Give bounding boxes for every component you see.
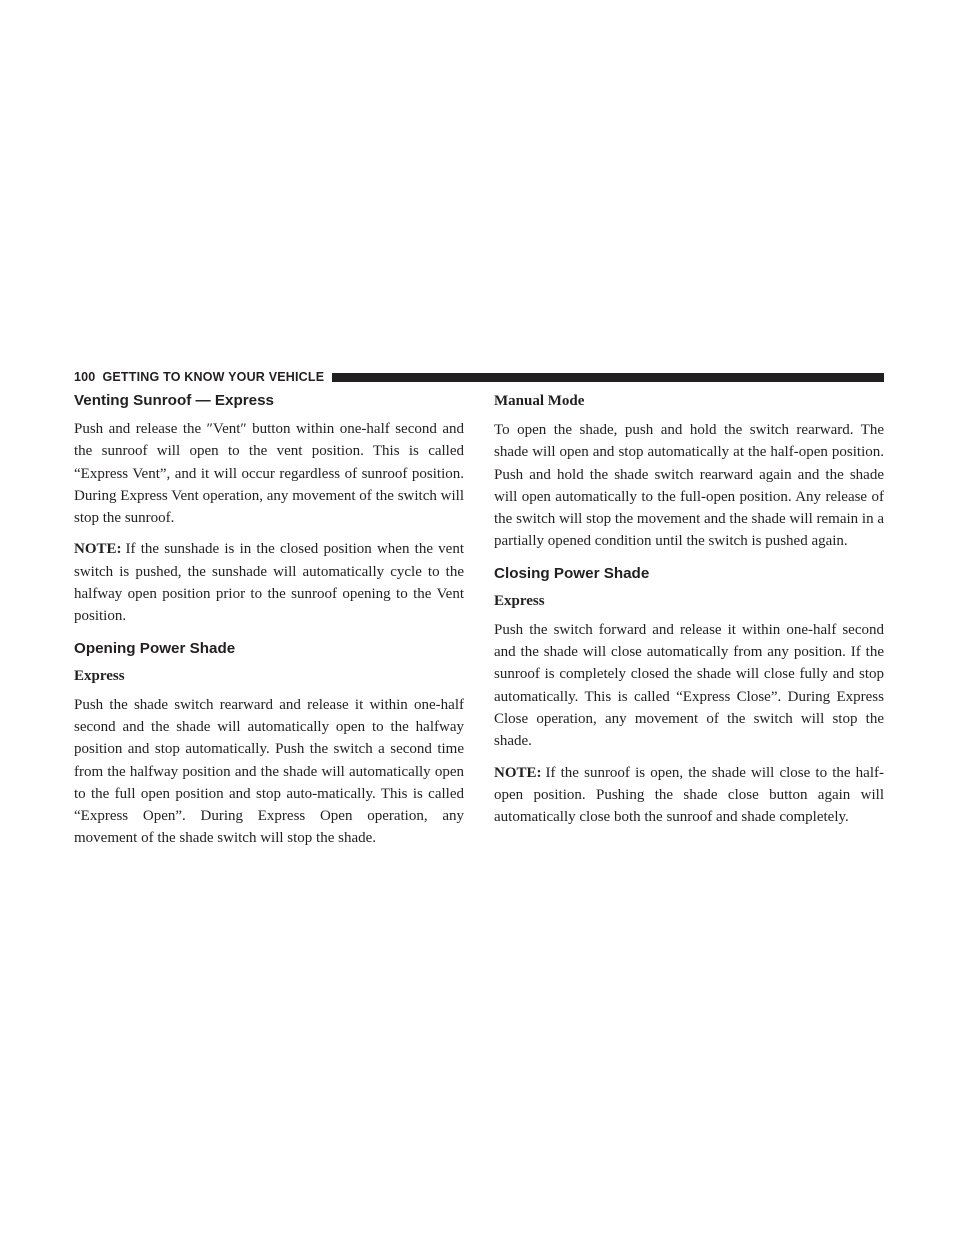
paragraph-opening-express: Push the shade switch rearward and release it within one-half second and the shade will automatically open to the halfway position and stop automatically. Push the switch a second time from the halfway position and the shade will automatically open to the full open position and stop auto-matically. This is called “Express Open”. During Express Open operation, any movement of the shade switch will stop the shade. (74, 696, 464, 847)
subheading-manual-mode: Manual Mode (494, 393, 585, 409)
heading-closing-power-shade: Closing Power Shade (494, 564, 650, 582)
heading-opening-power-shade: Opening Power Shade (74, 639, 236, 657)
left-column (74, 391, 464, 859)
note-closing (494, 762, 884, 829)
note-text: If the sunroof is open, the shade will close to the half-open position. Pushing the shade close button again will automatically close both the sunroof and shade completely. (494, 764, 884, 826)
section-title: GETTING TO KNOW YOUR VEHICLE (102, 370, 325, 384)
page-number: 100 (74, 370, 96, 384)
note-label: NOTE: (494, 764, 542, 781)
paragraph-manual-mode: To open the shade, push and hold the switch rearward. The shade will open and stop automatically at the half-open position. Push and hold the shade switch rearward again and the shade will open automatically to the full-open position. Any release of the switch will stop the movement and the shade will remain in a partially opened condition until the switch is pushed again. (494, 422, 884, 550)
page-header (74, 370, 884, 384)
note-label: NOTE: (74, 541, 122, 558)
note-venting (74, 538, 464, 627)
heading-venting-sunroof: Venting Sunroof — Express (74, 392, 275, 409)
paragraph-closing-express: Push the switch forward and release it within one-half second and the shade will close automatically from any position. If the sunroof is completely closed the shade will close fully and stop automatically. This is called “Express Close”. During Express Close operation, any movement of the switch will stop the shade. (494, 621, 884, 750)
right-column (494, 391, 884, 837)
paragraph-venting: Push and release the ″Vent″ button within one-half second and the sunroof will open to the vent position. This is called “Express Vent”, and it will occur regardless of sunroof position. During Express Vent operation, any movement of the switch will stop the sunroof. (74, 421, 464, 527)
note-text: If the sunshade is in the closed position when the vent switch is pushed, the sunshade will automatically cycle to the halfway open position prior to the sunroof opening to the Vent position. (74, 541, 464, 625)
header-rule (332, 373, 884, 382)
subheading-express: Express (74, 667, 125, 684)
subheading-express: Express (494, 592, 545, 609)
